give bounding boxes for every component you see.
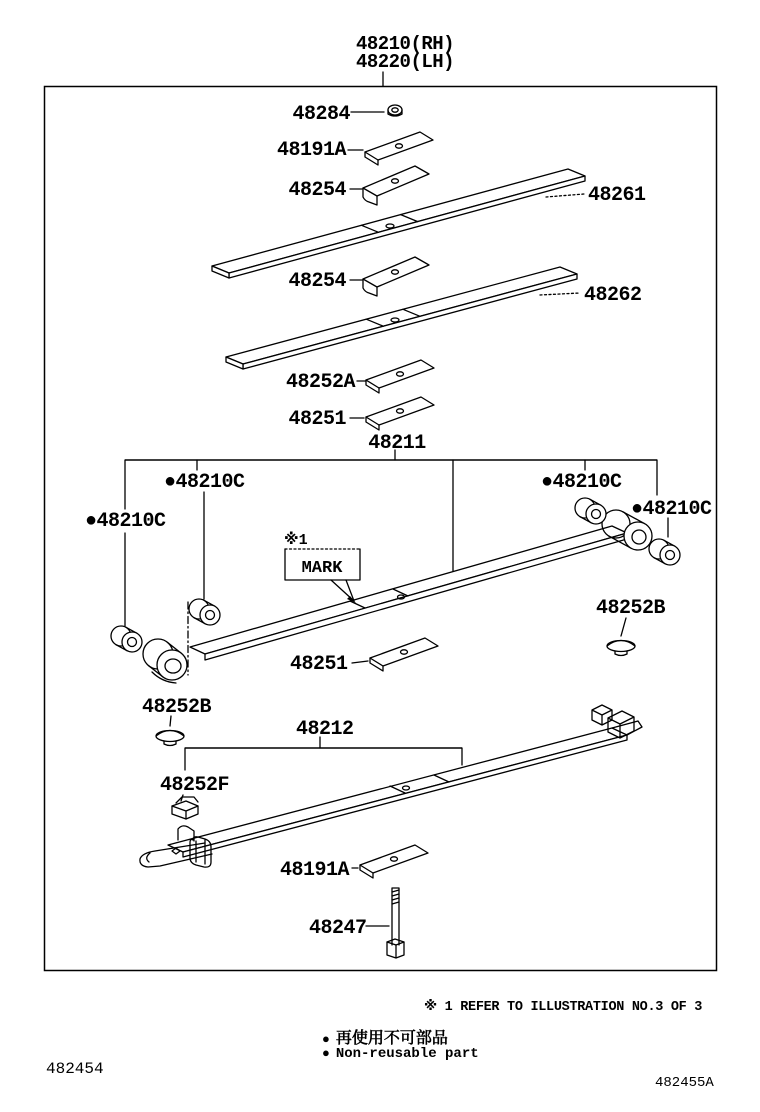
- part-label-48252f: 48252F: [160, 774, 230, 797]
- part-48252b-right: [596, 597, 666, 656]
- part-48284: [292, 103, 402, 126]
- retainer-48254-top-shape: [363, 166, 429, 205]
- assembly-48212-bracket: [185, 718, 462, 770]
- part-label-48212: 48212: [296, 718, 354, 741]
- assembly-title-rh: 48210(RH): [355, 33, 455, 55]
- part-48252b-left: [142, 696, 212, 746]
- part-48254-mid: [288, 257, 429, 296]
- part-label-48252b-left: 48252B: [142, 696, 212, 719]
- pad-48252a-shape: [366, 360, 434, 393]
- part-label-48210c-4: ●48210C: [631, 498, 712, 521]
- part-48254-top: [288, 166, 429, 205]
- leaf-spring-48261-shape: [212, 169, 585, 278]
- part-label-48261: 48261: [588, 184, 646, 207]
- bushing-48210c-left-inner: [189, 599, 220, 625]
- part-label-48251-mid: 48251: [290, 653, 348, 676]
- bushing-48210c-right-upper: [575, 498, 606, 524]
- retainer-48254-mid-shape: [363, 257, 429, 296]
- part-48251-top: [288, 397, 434, 431]
- ref-note: ※ 1 REFER TO ILLUSTRATION NO.3 OF 3: [424, 1000, 703, 1015]
- leaf-spring-48211-shape: [143, 510, 652, 683]
- part-label-48254-mid: 48254: [288, 270, 346, 293]
- part-label-48262: 48262: [584, 284, 642, 307]
- plug-48252b-right-shape: [607, 641, 635, 656]
- part-label-48211: 48211: [368, 432, 426, 455]
- part-label-48247: 48247: [309, 917, 367, 940]
- plug-48252b-left-shape: [156, 731, 184, 746]
- part-48191a-bottom: [280, 845, 428, 882]
- legend-en: ● Non-reusable part: [322, 1046, 479, 1062]
- part-48252f: [160, 774, 229, 819]
- pad-48251-top-shape: [366, 397, 434, 430]
- non-reusable-bullet: ●: [631, 498, 643, 521]
- part-48191a-top: [277, 132, 433, 165]
- non-reusable-bullet: ●: [164, 471, 176, 494]
- part-label-48210c-3: ●48210C: [541, 471, 622, 494]
- pad-48191a-top-shape: [365, 132, 433, 165]
- figure-code-left: 482454: [46, 1060, 104, 1078]
- part-48252a: [286, 360, 434, 394]
- ref1-mark: ※1: [284, 532, 308, 549]
- part-48247: [309, 888, 404, 958]
- legend-jp: ● 再使用不可部品: [322, 1030, 448, 1048]
- non-reusable-bullet: ●: [541, 471, 553, 494]
- part-label-48191a-bottom: 48191A: [280, 859, 350, 882]
- figure-code-right: 482455A: [655, 1075, 714, 1091]
- clip-48252f-shape: [172, 797, 198, 819]
- bushing-48210c-right-lower: [649, 539, 680, 565]
- bushing-48210c-left-outer: [111, 626, 142, 652]
- part-48251-mid: [290, 638, 438, 676]
- part-label-48210c-2: ●48210C: [85, 510, 166, 533]
- assembly-title-lh: 48220(LH): [355, 51, 455, 73]
- non-reusable-bullet: ●: [322, 1046, 330, 1061]
- part-label-48252b-right: 48252B: [596, 597, 666, 620]
- part-48261: [212, 169, 646, 278]
- part-label-48252a: 48252A: [285, 371, 355, 394]
- center-bolt-48247-shape: [387, 888, 404, 958]
- leaf-spring-48262-shape: [226, 267, 577, 369]
- part-label-48254-top: 48254: [288, 179, 346, 202]
- mark-callout: [284, 530, 360, 603]
- part-label-48210c-1: ●48210C: [164, 471, 245, 494]
- mark-box-label: MARK: [301, 559, 343, 578]
- part-label-48251-top: 48251: [288, 408, 346, 431]
- pad-48251-mid-shape: [370, 638, 438, 671]
- spring-eye-left: [143, 639, 187, 683]
- non-reusable-bullet: ●: [85, 510, 97, 533]
- nut-48284-shape: [388, 105, 402, 116]
- pad-48191a-bottom-shape: [360, 845, 428, 878]
- part-label-48284: 48284: [292, 103, 350, 126]
- part-label-48191a-top: 48191A: [276, 139, 346, 162]
- non-reusable-bullet: ●: [322, 1032, 330, 1047]
